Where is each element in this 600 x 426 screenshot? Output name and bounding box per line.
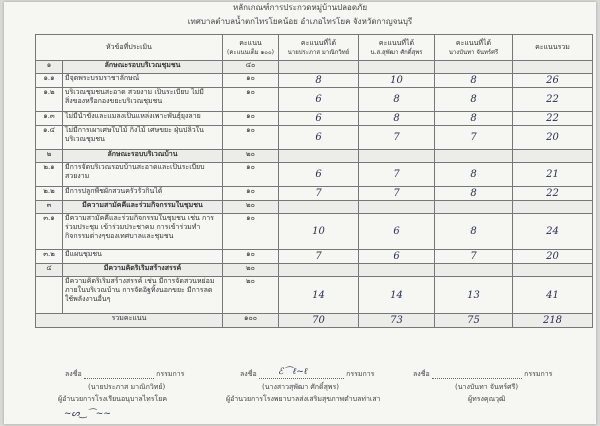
judge-2-score [359,264,435,277]
row-max-score: ๑๐ [223,250,279,264]
judge-3-score: 8 [435,88,513,112]
section-row [36,150,593,163]
signature-left-prefix: ลงชื่อ [65,370,82,378]
signature-left-name: (นายประภาส มาณิกวิทย์) [88,383,166,391]
signature-middle-name: (นางสาวสุพัฒา ศักดิ์สุพร) [262,383,339,391]
criteria-row [36,112,593,126]
judge-2-score: 6 [359,214,435,250]
row-number: ๒.๑ [36,163,63,187]
judge-2-score: 7 [359,163,435,187]
row-max-score: ๒๐ [223,277,279,314]
judge-2-score: 8 [359,112,435,126]
signature-right [413,370,552,379]
header-judge-1 [279,35,359,61]
judge-3-score [435,264,513,277]
row-topic: มีแผนชุมชน [63,250,223,264]
judge-3-score: 13 [435,277,513,314]
signature-middle-title: ผู้อำนวยการโรงพยาบาลส่งเสริมสุขภาพตำบลท่าเสา [226,395,381,403]
judge-3-score: 8 [435,163,513,187]
header-judge-2 [359,35,435,61]
row-max-score: ๑๐ [223,88,279,112]
signature-right-name: (นางบันทา จันทร์ศรี) [455,383,519,391]
row-topic: มีความสามัคคีและร่วมกิจกรรมในชุมชน [63,201,223,214]
row-max-score: ๑๐ [223,126,279,150]
header-topic: หัวข้อที่ประเมิน [36,35,223,61]
row-topic: มีความคิดริเริ่มสร้างสรรค์ [63,264,223,277]
judge-2-score [359,150,435,163]
header-judge-3-label: คะแนนที่ได้ [455,38,492,47]
row-total-score: 22 [513,88,593,112]
judge-2-score: 6 [359,250,435,264]
signature-left-scrawl: ~ᔕ‿⌒~~ [64,409,111,419]
row-total-score [513,61,593,74]
header-full-score [223,35,279,61]
row-topic: ไม่มีน้ำขังและแมลงเป็นแหล่งเพาะพันธุ์ยุงลาย [63,112,223,126]
row-total-score [513,150,593,163]
judge-3-score [435,61,513,74]
judge-1-score: 8 [279,74,359,88]
judge-1-score: 14 [279,277,359,314]
judge-3-score: 8 [435,187,513,201]
row-topic: ไม่มีการเผาเศษใบไม้ กิ่งไม้ เศษขยะ ฝุ่นปลิวในบริเวณชุมชน [63,126,223,150]
signature-middle-scrawl: ℰ⌒ℓ~ℓ [278,367,308,377]
header-full-score-sub: (คะแนนเต็ม ๑๐๐) [227,48,274,56]
judge-2-score: 10 [359,74,435,88]
row-total-score [513,264,593,277]
row-max-score: ๑๐ [223,74,279,88]
row-number: ๒ [36,150,63,163]
judge-1-score: 10 [279,214,359,250]
criteria-row [36,88,593,112]
row-total-score: 22 [513,112,593,126]
row-total-score: 20 [513,250,593,264]
criteria-row [36,126,593,150]
row-max-score: ๑๐๐ [223,314,279,328]
row-number: ๑.๑ [36,74,63,88]
judge-2-score: 7 [359,126,435,150]
row-number: ๑.๓ [36,112,63,126]
signature-right-line [432,370,522,379]
signature-left-role: กรรมการ [156,370,185,378]
row-number: ๓.๑ [36,214,63,250]
judge-1-score: 6 [279,112,359,126]
header-judge-2-label: คะแนนที่ได้ [378,38,415,47]
row-max-score: ๒๐ [223,150,279,163]
row-topic: บริเวณชุมชนสะอาด สวยงาม เป็นระเบียบ ไม่มีสิ่งของหรือกองขยะบริเวณชุมชน [63,88,223,112]
header-judge-3 [435,35,513,61]
row-number [36,277,63,314]
row-total-score [513,201,593,214]
row-total-score: 41 [513,277,593,314]
document-title: หลักเกณฑ์การประกวดหมู่บ้านปลอดภัย [232,3,368,12]
row-total-score: 26 [513,74,593,88]
document-subtitle: เทศบาลตำบลน้ำตกไทรโยคน้อย อำเภอไทรโยค จังหวัดกาญจนบุรี [187,17,413,26]
header-judge-3-name: นางบันทา จันทร์ศรี [448,48,499,56]
judge-2-score: 14 [359,277,435,314]
judge-1-score: 6 [279,88,359,112]
judge-2-score: 8 [359,88,435,112]
criteria-row [36,250,593,264]
judge-3-score: 8 [435,112,513,126]
header-total: คะแนนรวม [513,35,593,61]
header-judge-1-label: คะแนนที่ได้ [300,38,337,47]
signature-left [65,370,184,379]
header-judge-1-name: นายประภาส มาณิกวิทย์ [287,48,350,56]
judge-1-score: 70 [279,314,359,328]
total-label: รวมคะแนน [36,314,223,328]
row-topic: ลักษณะรอบบริเวณชุมชน [63,61,223,74]
judge-2-score: 7 [359,187,435,201]
row-max-score: ๑๐ [223,112,279,126]
row-total-score: 21 [513,163,593,187]
row-number: ๑.๒ [36,88,63,112]
criteria-row [36,214,593,250]
signature-middle-role: กรรมการ [346,370,375,378]
row-max-score: ๒๐ [223,264,279,277]
table-header-row [36,35,593,61]
signature-left-line [84,370,154,379]
criteria-row [36,163,593,187]
signature-right-title: ผู้ทรงคุณวุฒิ [468,395,506,403]
judge-3-score: 8 [435,214,513,250]
header-judge-2-name: น.ส.สุพัฒา ศักดิ์สุพร [370,48,423,56]
row-topic: มีการปลูกพืชผักสวนครัวรั้วกินได้ [63,187,223,201]
total-row [36,314,593,328]
judge-2-score: 73 [359,314,435,328]
judge-1-score [279,150,359,163]
judge-1-score: 6 [279,163,359,187]
row-max-score: ๔๐ [223,61,279,74]
row-number: ๑ [36,61,63,74]
judge-1-score: 7 [279,250,359,264]
section-row [36,201,593,214]
row-total-score: 24 [513,214,593,250]
judge-3-score [435,150,513,163]
row-total-score: 218 [513,314,593,328]
score-table [35,34,593,328]
row-max-score: ๑๐ [223,163,279,187]
judge-2-score [359,201,435,214]
signature-middle-prefix: ลงชื่อ [240,370,257,378]
section-row [36,61,593,74]
row-max-score: ๑๐ [223,187,279,201]
header-full-score-label: คะแนน [239,38,262,47]
judge-2-score [359,61,435,74]
section-row [36,264,593,277]
row-topic: มีการจัดบริเวณรอบบ้านสะอาดและเป็นระเบียบ สวยงาม [63,163,223,187]
signature-right-prefix: ลงชื่อ [413,370,430,378]
row-number: ๔ [36,264,63,277]
row-topic: มีความคิดริเริ่มสร้างสรรค์ เช่น มีการจัดสวนหย่อมภายในบริเวณบ้าน การจัดอิฐทิ้งนอกขยะ มีการลดใช้พลังงานอื่นๆ [63,277,223,314]
row-number: ๑.๔ [36,126,63,150]
judge-1-score [279,264,359,277]
judge-3-score [435,201,513,214]
signature-right-role: กรรมการ [524,370,553,378]
row-max-score: ๑๐ [223,214,279,250]
judge-1-score [279,61,359,74]
row-max-score: ๒๐ [223,201,279,214]
judge-1-score: 6 [279,126,359,150]
judge-1-score: 7 [279,187,359,201]
row-topic: ลักษณะรอบบริเวณบ้าน [63,150,223,163]
judge-1-score [279,201,359,214]
signature-left-title: ผู้อำนวยการโรงเรียนอนุบาลไทรโยค [58,395,168,403]
row-topic: มีความสามัคคีและร่วมกิจกรรมในชุมชน เช่น การร่วมประชุม เข้าร่วมประชาคม การเข้าร่วมทำกิจกรรมต่างๆของเทศบาลและชุมชน [63,214,223,250]
judge-3-score: 7 [435,250,513,264]
criteria-row [36,187,593,201]
judge-3-score: 75 [435,314,513,328]
criteria-row [36,74,593,88]
row-number: ๒.๒ [36,187,63,201]
row-number: ๓ [36,201,63,214]
row-topic: มีจุดพระบรมราชาลักษณ์ [63,74,223,88]
judge-3-score: 8 [435,74,513,88]
criteria-row [36,277,593,314]
row-total-score: 22 [513,187,593,201]
judge-3-score: 7 [435,126,513,150]
row-total-score: 20 [513,126,593,150]
row-number: ๓.๒ [36,250,63,264]
